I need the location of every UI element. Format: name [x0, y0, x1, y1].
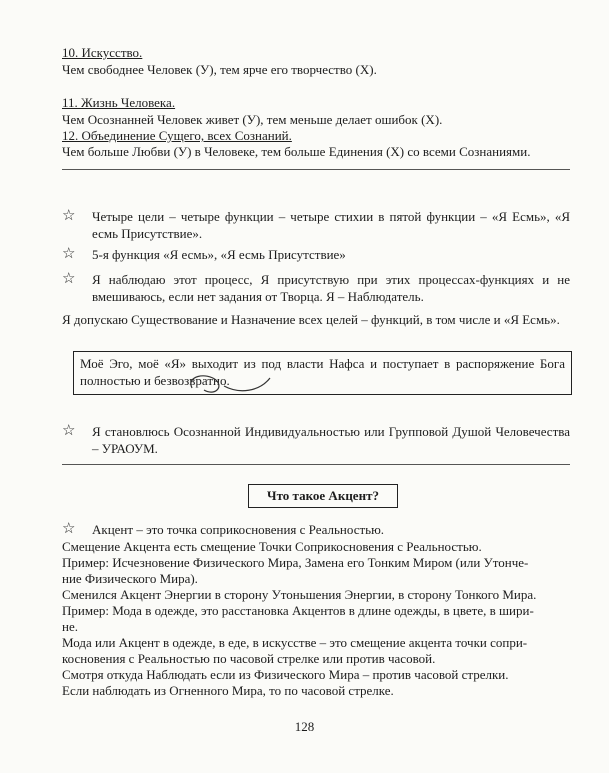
star-bullet-icon: ☆ [62, 271, 76, 287]
accent-line: Мода или Акцент в одежде, в еде, в искусстве – это смещение акцента точки сопри- [62, 635, 528, 650]
boxed-statement: Моё Эго, моё «Я» выходит из под власти Нафса и поступает в распоряжение Бога полностью и безвозвратно. [73, 351, 572, 395]
star-bullet-icon: ☆ [62, 246, 76, 262]
accent-line: ние Физического Мира). [62, 571, 198, 586]
accent-line: Смещение Акцента есть смещение Точки Соприкосновения с Реальностью. [62, 539, 482, 554]
item-12-title: 12. Объединение Сущего, всех Сознаний. [62, 128, 292, 143]
section-heading: Что такое Акцент? [248, 484, 398, 508]
item-10-text: Чем свободнее Человек (У), тем ярче его творчество (Х). [62, 62, 377, 77]
star-bullet-icon: ☆ [62, 521, 76, 537]
item-12-text: Чем больше Любви (У) в Человеке, тем больше Единения (Х) со всеми Сознаниями. [62, 144, 531, 159]
bullet-text: Четыре цели – четыре функции – четыре стихии в пятой функции – «Я Есмь», «Я есмь Присутствие». [92, 209, 570, 241]
accent-intro: Акцент – это точка соприкосновения с Реальностью. [92, 522, 385, 537]
handwritten-loop-mark [184, 370, 274, 396]
accent-line: Сменился Акцент Энергии в сторону Утоньшения Энергии, в сторону Тонкого Мира. [62, 587, 537, 602]
bullet-text: Я наблюдаю этот процесс, Я присутствую при этих процессах-функциях и не вмешиваюсь, если нет задания от Творца. Я – Наблюдатель. [92, 272, 570, 304]
accent-line: Пример: Исчезновение Физического Мира, Замена его Тонким Миром (или Утонче- [62, 555, 529, 570]
accent-line: Пример: Мода в одежде, это расстановка Акцентов в длине одежды, в цвете, в шири- [62, 603, 534, 618]
divider-2 [62, 464, 570, 465]
star-bullet-icon: ☆ [62, 423, 76, 439]
accent-line: Если наблюдать из Огненного Мира, то по часовой стрелке. [62, 683, 394, 698]
accent-line: Смотря откуда Наблюдать если из Физического Мира – против часовой стрелки. [62, 667, 509, 682]
accent-line: не. [62, 619, 78, 634]
star-bullet-icon: ☆ [62, 208, 76, 224]
item-11-title: 11. Жизнь Человека. [62, 95, 176, 110]
page-number: 128 [294, 719, 315, 734]
bullet-text: Я становлюсь Осознанной Индивидуальностью или Групповой Душой Человечества – УРАОУМ. [92, 424, 570, 456]
accent-line: косновения с Реальностью по часовой стрелке или против часовой. [62, 651, 436, 666]
bullet-text: 5-я функция «Я есмь», «Я есмь Присутствие» [92, 247, 346, 262]
item-11-text: Чем Осознанней Человек живет (У), тем меньше делает ошибок (Х). [62, 112, 443, 127]
paragraph: Я допускаю Существование и Назначение всех целей – функций, в том числе и «Я Есмь». [62, 312, 560, 327]
divider-1 [62, 169, 570, 170]
item-10-title: 10. Искусство. [62, 45, 143, 60]
